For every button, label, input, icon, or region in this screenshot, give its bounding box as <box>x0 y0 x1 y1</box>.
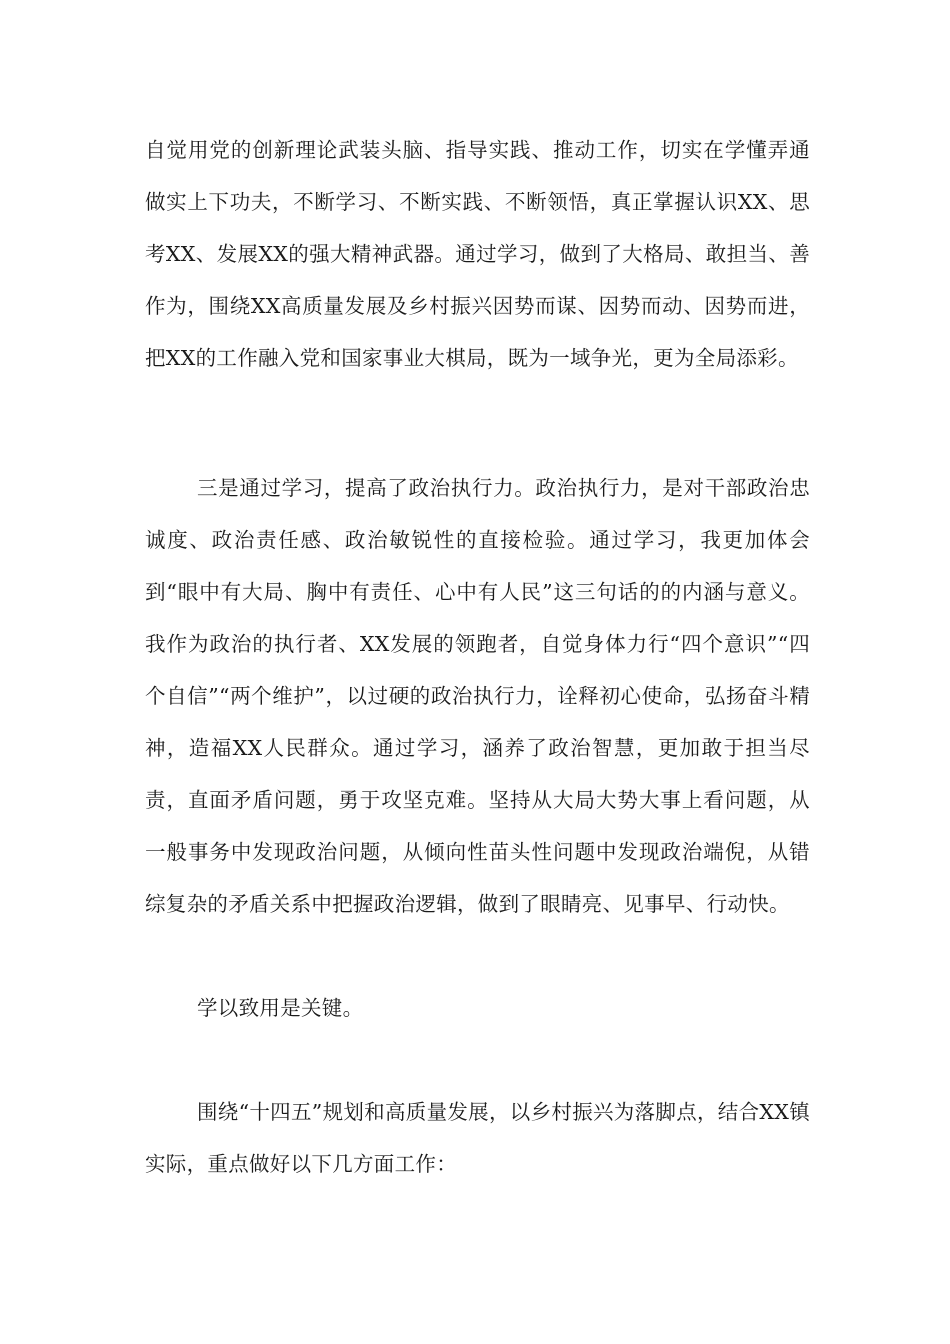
paragraph-continuation: 自觉用党的创新理论武装头脑、指导实践、推动工作，切实在学懂弄通做实上下功夫，不断学习、不断实践、不断领悟，真正掌握认识XX、思考XX、发展XX的强大精神武器。通过学习，做到了大格局、敢担当、善作为，围绕XX高质量发展及乡村振兴因势而谋、因势而动、因势而进，把XX的工作融入党和国家事业大棋局，既为一域争光，更为全局添彩。 <box>145 138 810 370</box>
paragraph-political-execution: 三是通过学习，提高了政治执行力。政治执行力，是对干部政治忠诚度、政治责任感、政治敏锐性的直接检验。通过学习，我更加体会到“眼中有大局、胸中有责任、心中有人民”这三句话的的内涵与意义。我作为政治的执行者、XX发展的领跑者，自觉身体力行“四个意识”“四个自信”“两个维护”，以过硬的政治执行力，诠释初心使命，弘扬奋斗精神，造福XX人民群众。通过学习，涵养了政治智慧，更加敢于担当尽责，直面矛盾问题，勇于攻坚克难。坚持从大局大势大事上看问题，从一般事务中发现政治问题，从倾向性苗头性问题中发现政治端倪，从错综复杂的矛盾关系中把握政治逻辑，做到了眼睛亮、见事早、行动快。 <box>145 476 810 916</box>
paragraph-apply-learning: 学以致用是关键。 <box>197 996 364 1020</box>
paragraph-key-work: 围绕“十四五”规划和高质量发展，以乡村振兴为落脚点，结合XX镇实际，重点做好以下几方面工作： <box>145 1100 810 1176</box>
